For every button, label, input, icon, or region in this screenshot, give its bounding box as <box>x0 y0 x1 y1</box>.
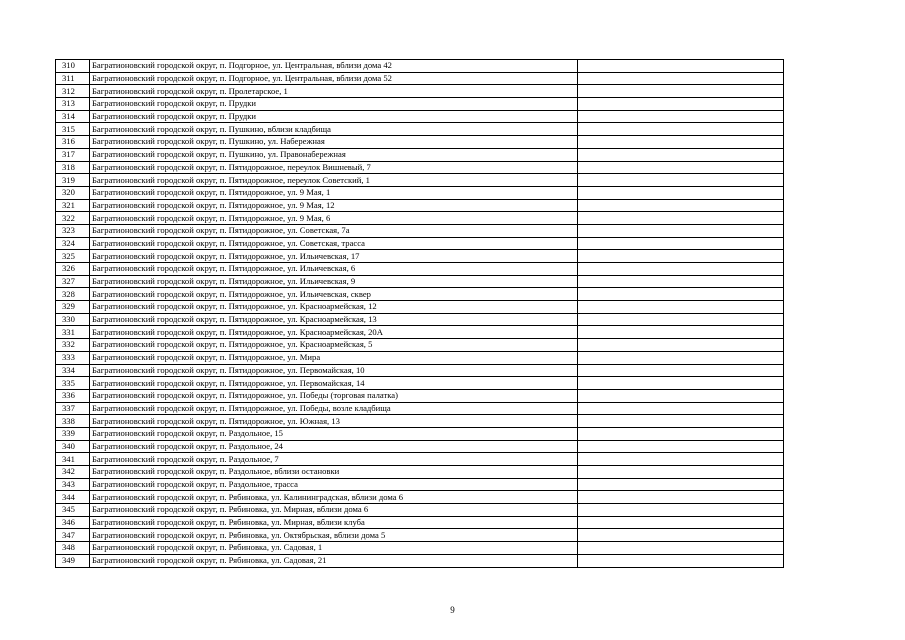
table-row <box>56 313 784 326</box>
address-cell: Багратионовский городской округ, п. Рябиновка, ул. Мирная, вблизи дома 6 <box>90 504 578 517</box>
table-row <box>56 212 784 225</box>
row-number-cell: 343 <box>56 478 90 491</box>
row-number-cell: 344 <box>56 491 90 504</box>
address-cell: Багратионовский городской округ, п. Раздольное, 7 <box>90 453 578 466</box>
row-number-cell: 341 <box>56 453 90 466</box>
empty-cell <box>578 288 784 301</box>
row-number-cell: 336 <box>56 389 90 402</box>
row-number-cell: 331 <box>56 326 90 339</box>
address-cell: Багратионовский городской округ, п. Пятидорожное, ул. Советская, 7а <box>90 224 578 237</box>
row-number-cell: 349 <box>56 554 90 567</box>
row-number-cell: 318 <box>56 161 90 174</box>
row-number-cell: 317 <box>56 148 90 161</box>
table-row <box>56 275 784 288</box>
empty-cell <box>578 402 784 415</box>
table-row <box>56 123 784 136</box>
row-number-cell: 335 <box>56 377 90 390</box>
empty-cell <box>578 339 784 352</box>
address-cell: Багратионовский городской округ, п. Рябиновка, ул. Калининградская, вблизи дома 6 <box>90 491 578 504</box>
row-number-cell: 330 <box>56 313 90 326</box>
empty-cell <box>578 237 784 250</box>
address-cell: Багратионовский городской округ, п. Пятидорожное, ул. Победы, возле кладбища <box>90 402 578 415</box>
table-row <box>56 263 784 276</box>
empty-cell <box>578 427 784 440</box>
locations-table-body <box>56 60 784 568</box>
table-row <box>56 250 784 263</box>
row-number-cell: 323 <box>56 224 90 237</box>
address-cell: Багратионовский городской округ, п. Раздольное, 24 <box>90 440 578 453</box>
empty-cell <box>578 377 784 390</box>
empty-cell <box>578 199 784 212</box>
address-cell: Багратионовский городской округ, п. Пятидорожное, ул. Мира <box>90 351 578 364</box>
row-number-cell: 347 <box>56 529 90 542</box>
row-number-cell: 310 <box>56 60 90 73</box>
row-number-cell: 329 <box>56 301 90 314</box>
empty-cell <box>578 186 784 199</box>
table-row <box>56 237 784 250</box>
row-number-cell: 311 <box>56 72 90 85</box>
table-row <box>56 453 784 466</box>
empty-cell <box>578 263 784 276</box>
empty-cell <box>578 301 784 314</box>
address-cell: Багратионовский городской округ, п. Пушкино, ул. Правонабережная <box>90 148 578 161</box>
address-cell: Багратионовский городской округ, п. Пятидорожное, ул. Ильичевская, 9 <box>90 275 578 288</box>
address-cell: Багратионовский городской округ, п. Пятидорожное, ул. Красноармейская, 12 <box>90 301 578 314</box>
address-cell: Багратионовский городской округ, п. Раздольное, 15 <box>90 427 578 440</box>
table-row <box>56 466 784 479</box>
address-cell: Багратионовский городской округ, п. Пятидорожное, ул. 9 Мая, 1 <box>90 186 578 199</box>
empty-cell <box>578 85 784 98</box>
empty-cell <box>578 351 784 364</box>
table-row <box>56 186 784 199</box>
empty-cell <box>578 389 784 402</box>
row-number-cell: 313 <box>56 98 90 111</box>
row-number-cell: 345 <box>56 504 90 517</box>
row-number-cell: 346 <box>56 516 90 529</box>
empty-cell <box>578 491 784 504</box>
table-row <box>56 161 784 174</box>
address-cell: Багратионовский городской округ, п. Подгорное, ул. Центральная, вблизи дома 42 <box>90 60 578 73</box>
address-cell: Багратионовский городской округ, п. Пятидорожное, переулок Вишневый, 7 <box>90 161 578 174</box>
address-cell: Багратионовский городской округ, п. Пятидорожное, переулок Советский, 1 <box>90 174 578 187</box>
address-cell: Багратионовский городской округ, п. Пушкино, вблизи кладбища <box>90 123 578 136</box>
table-row <box>56 199 784 212</box>
locations-table <box>55 59 784 568</box>
address-cell: Багратионовский городской округ, п. Пятидорожное, ул. 9 Мая, 12 <box>90 199 578 212</box>
row-number-cell: 339 <box>56 427 90 440</box>
row-number-cell: 326 <box>56 263 90 276</box>
row-number-cell: 312 <box>56 85 90 98</box>
address-cell: Багратионовский городской округ, п. Пятидорожное, ул. Красноармейская, 5 <box>90 339 578 352</box>
table-row <box>56 85 784 98</box>
table-row <box>56 377 784 390</box>
address-cell: Багратионовский городской округ, п. Прудки <box>90 98 578 111</box>
row-number-cell: 342 <box>56 466 90 479</box>
address-cell: Багратионовский городской округ, п. Пятидорожное, ул. Первомайская, 14 <box>90 377 578 390</box>
empty-cell <box>578 529 784 542</box>
address-cell: Багратионовский городской округ, п. Пятидорожное, ул. Победы (торговая палатка) <box>90 389 578 402</box>
table-row <box>56 504 784 517</box>
table-row <box>56 174 784 187</box>
address-cell: Багратионовский городской округ, п. Рябиновка, ул. Октябрьская, вблизи дома 5 <box>90 529 578 542</box>
empty-cell <box>578 478 784 491</box>
table-row <box>56 72 784 85</box>
empty-cell <box>578 60 784 73</box>
empty-cell <box>578 110 784 123</box>
table-row <box>56 351 784 364</box>
table-row <box>56 402 784 415</box>
row-number-cell: 325 <box>56 250 90 263</box>
empty-cell <box>578 250 784 263</box>
table-row <box>56 136 784 149</box>
table-row <box>56 60 784 73</box>
empty-cell <box>578 224 784 237</box>
address-cell: Багратионовский городской округ, п. Пятидорожное, ул. Южная, 13 <box>90 415 578 428</box>
empty-cell <box>578 440 784 453</box>
table-row <box>56 491 784 504</box>
address-cell: Багратионовский городской округ, п. Пятидорожное, ул. Ильичевская, сквер <box>90 288 578 301</box>
table-row <box>56 554 784 567</box>
page-number: 9 <box>450 605 455 615</box>
row-number-cell: 348 <box>56 542 90 555</box>
address-cell: Багратионовский городской округ, п. Прудки <box>90 110 578 123</box>
table-row <box>56 364 784 377</box>
empty-cell <box>578 542 784 555</box>
empty-cell <box>578 174 784 187</box>
empty-cell <box>578 415 784 428</box>
table-row <box>56 339 784 352</box>
empty-cell <box>578 123 784 136</box>
table-row <box>56 427 784 440</box>
table-row <box>56 326 784 339</box>
row-number-cell: 322 <box>56 212 90 225</box>
table-row <box>56 415 784 428</box>
empty-cell <box>578 148 784 161</box>
table-row <box>56 516 784 529</box>
row-number-cell: 324 <box>56 237 90 250</box>
address-cell: Багратионовский городской округ, п. Рябиновка, ул. Садовая, 21 <box>90 554 578 567</box>
row-number-cell: 340 <box>56 440 90 453</box>
address-cell: Багратионовский городской округ, п. Подгорное, ул. Центральная, вблизи дома 52 <box>90 72 578 85</box>
table-row <box>56 529 784 542</box>
row-number-cell: 328 <box>56 288 90 301</box>
address-cell: Багратионовский городской округ, п. Пятидорожное, ул. 9 Мая, 6 <box>90 212 578 225</box>
row-number-cell: 314 <box>56 110 90 123</box>
empty-cell <box>578 554 784 567</box>
address-cell: Багратионовский городской округ, п. Раздольное, трасса <box>90 478 578 491</box>
address-cell: Багратионовский городской округ, п. Раздольное, вблизи остановки <box>90 466 578 479</box>
address-cell: Багратионовский городской округ, п. Рябиновка, ул. Мирная, вблизи клуба <box>90 516 578 529</box>
address-cell: Багратионовский городской округ, п. Рябиновка, ул. Садовая, 1 <box>90 542 578 555</box>
table-row <box>56 224 784 237</box>
empty-cell <box>578 326 784 339</box>
empty-cell <box>578 212 784 225</box>
address-cell: Багратионовский городской округ, п. Пятидорожное, ул. Первомайская, 10 <box>90 364 578 377</box>
table-row <box>56 542 784 555</box>
empty-cell <box>578 516 784 529</box>
row-number-cell: 316 <box>56 136 90 149</box>
address-cell: Багратионовский городской округ, п. Пятидорожное, ул. Ильичевская, 17 <box>90 250 578 263</box>
row-number-cell: 321 <box>56 199 90 212</box>
table-row <box>56 288 784 301</box>
row-number-cell: 327 <box>56 275 90 288</box>
address-cell: Багратионовский городской округ, п. Пятидорожное, ул. Советская, трасса <box>90 237 578 250</box>
empty-cell <box>578 275 784 288</box>
table-row <box>56 148 784 161</box>
table-row <box>56 301 784 314</box>
empty-cell <box>578 136 784 149</box>
empty-cell <box>578 313 784 326</box>
table-row <box>56 440 784 453</box>
table-row <box>56 110 784 123</box>
table-row <box>56 98 784 111</box>
empty-cell <box>578 161 784 174</box>
row-number-cell: 337 <box>56 402 90 415</box>
address-cell: Багратионовский городской округ, п. Пролетарское, 1 <box>90 85 578 98</box>
empty-cell <box>578 466 784 479</box>
row-number-cell: 334 <box>56 364 90 377</box>
empty-cell <box>578 504 784 517</box>
address-cell: Багратионовский городской округ, п. Пятидорожное, ул. Красноармейская, 13 <box>90 313 578 326</box>
empty-cell <box>578 364 784 377</box>
table-row <box>56 389 784 402</box>
row-number-cell: 333 <box>56 351 90 364</box>
address-cell: Багратионовский городской округ, п. Пушкино, ул. Набережная <box>90 136 578 149</box>
row-number-cell: 315 <box>56 123 90 136</box>
row-number-cell: 332 <box>56 339 90 352</box>
row-number-cell: 320 <box>56 186 90 199</box>
address-cell: Багратионовский городской округ, п. Пятидорожное, ул. Красноармейская, 20А <box>90 326 578 339</box>
address-cell: Багратионовский городской округ, п. Пятидорожное, ул. Ильичевская, 6 <box>90 263 578 276</box>
row-number-cell: 338 <box>56 415 90 428</box>
row-number-cell: 319 <box>56 174 90 187</box>
table-row <box>56 478 784 491</box>
empty-cell <box>578 72 784 85</box>
empty-cell <box>578 453 784 466</box>
empty-cell <box>578 98 784 111</box>
